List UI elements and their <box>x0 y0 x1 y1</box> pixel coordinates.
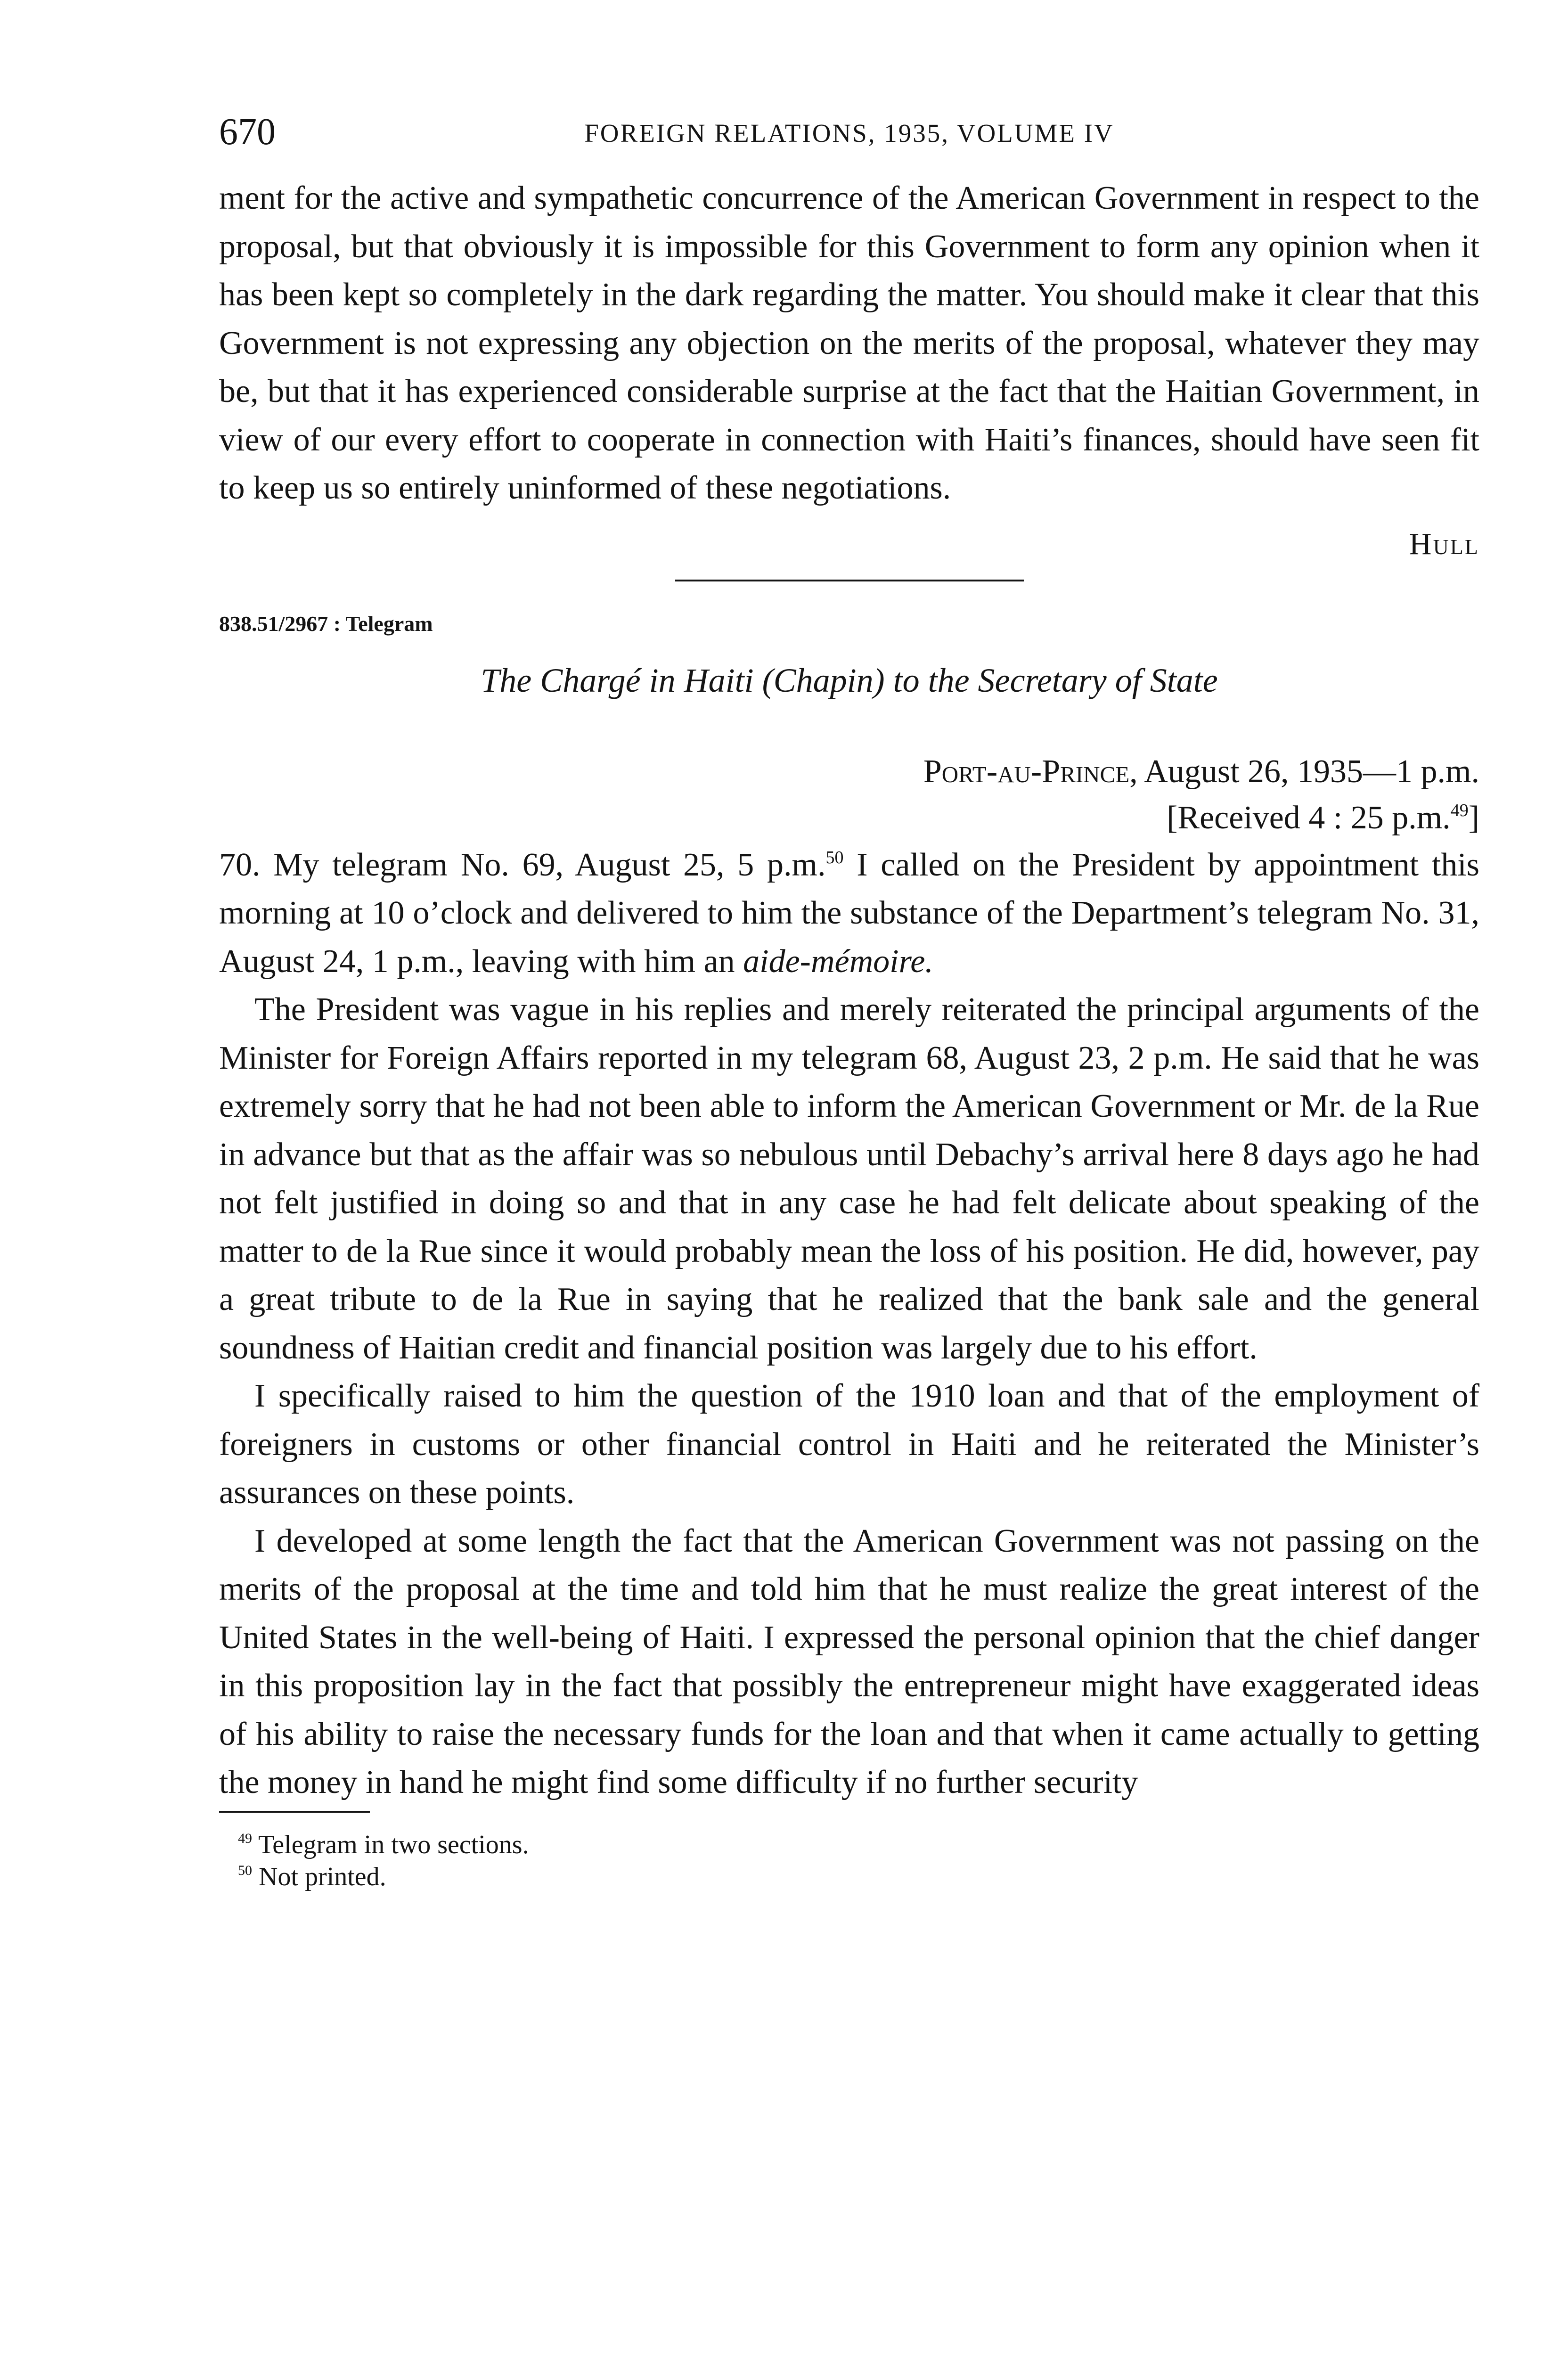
paragraph-1-rest: I called on the President by appointment this morning at 10 o’clock and delivered to him the substance of the Department’s telegram No. 31, August 24, 1 p.m., leaving with him an <box>219 846 1479 980</box>
footnote-rule <box>219 1811 370 1813</box>
dateline-date: , August 26, 1935—1 p.m. <box>1129 753 1479 790</box>
document-page <box>219 108 1479 1893</box>
running-title: FOREIGN RELATIONS, 1935, VOLUME IV <box>584 119 1114 147</box>
aide-memoire-term: aide-mémoire. <box>743 943 933 980</box>
telegram-paragraph-2: The President was vague in his replies and merely reiterated the principal arguments of the Minister for Foreign Affairs reported in my telegram 68, August 23, 2 p.m. He said that he was extremely sorry that he had not been able to inform the American Government or Mr. de la Rue in advance but that as the affair was so nebulous until Debachy’s arrival here 8 days ago he had not felt justified in doing so and that in any case he had felt delicate about speaking of the matter to de la Rue since it would probably mean the loss of his position. He did, however, pay a great tribute to de la Rue in saying that he realized that the bank sale and the general soundness of Haitian credit and financial position was largely due to his effort. <box>219 991 1479 1366</box>
continuation-paragraph: ment for the active and sympathetic concurrence of the American Government in respect to the proposal, but that obviously it is impossible for this Government to form any opinion when it has been kept so completely in the dark regarding the matter. You should make it clear that this Government is not expressing any objection on the merits of the proposal, whatever they may be, but that it has experienced considerable surprise at the fact that the Haitian Government, in view of our every effort to cooperate in connection with Haiti’s finances, should have seen fit to keep us so entirely uninformed of these negotiations. <box>219 180 1479 506</box>
section-separator <box>675 580 1024 581</box>
running-head <box>219 108 1479 160</box>
footnote-text: Not printed. <box>259 1862 386 1891</box>
telegram-paragraph-4: I developed at some length the fact that the American Government was not passing on the merits of the proposal at the time and told him that he must realize the great interest of the United States in the well-being of Haiti. I expressed the personal opinion that the chief danger in this proposition lay in the fact that possibly the entrepreneur might have exaggerated ideas of his ability to raise the necessary funds for the loan and that when it came actually to getting the money in hand he might find some difficulty if no further security <box>219 1522 1479 1800</box>
received-line <box>219 795 1479 841</box>
received-close: ] <box>1468 799 1479 836</box>
file-reference: 838.51/2967 : Telegram <box>219 611 433 636</box>
footnote-ref-50: 50 <box>825 847 844 867</box>
received-text: [Received 4 : 25 p.m. <box>1167 799 1451 836</box>
signature: Hull <box>1409 526 1479 561</box>
footnote-ref-49: 49 <box>1450 800 1469 820</box>
paragraph-1-start: 70. My telegram No. 69, August 25, 5 p.m. <box>219 846 826 883</box>
footnote-text: Telegram in two sections. <box>258 1830 529 1859</box>
footnote-50 <box>238 1861 1479 1893</box>
footnote-49 <box>238 1829 1479 1861</box>
dateline <box>219 749 1479 795</box>
page-number: 670 <box>219 111 276 153</box>
telegram-paragraph-1 <box>219 841 1479 986</box>
document-heading: The Chargé in Haiti (Chapin) to the Secretary of State <box>481 661 1218 699</box>
footnote-marker: 49 <box>238 1830 252 1846</box>
footnotes <box>219 1829 1479 1893</box>
dateline-place: Port-au-Prince <box>923 753 1130 790</box>
footnote-marker: 50 <box>238 1862 252 1878</box>
telegram-paragraph-3: I specifically raised to him the question of the 1910 loan and that of the employment of foreigners in customs or other financial control in Haiti and he reiterated the Minister’s assurances on these points. <box>219 1378 1479 1511</box>
